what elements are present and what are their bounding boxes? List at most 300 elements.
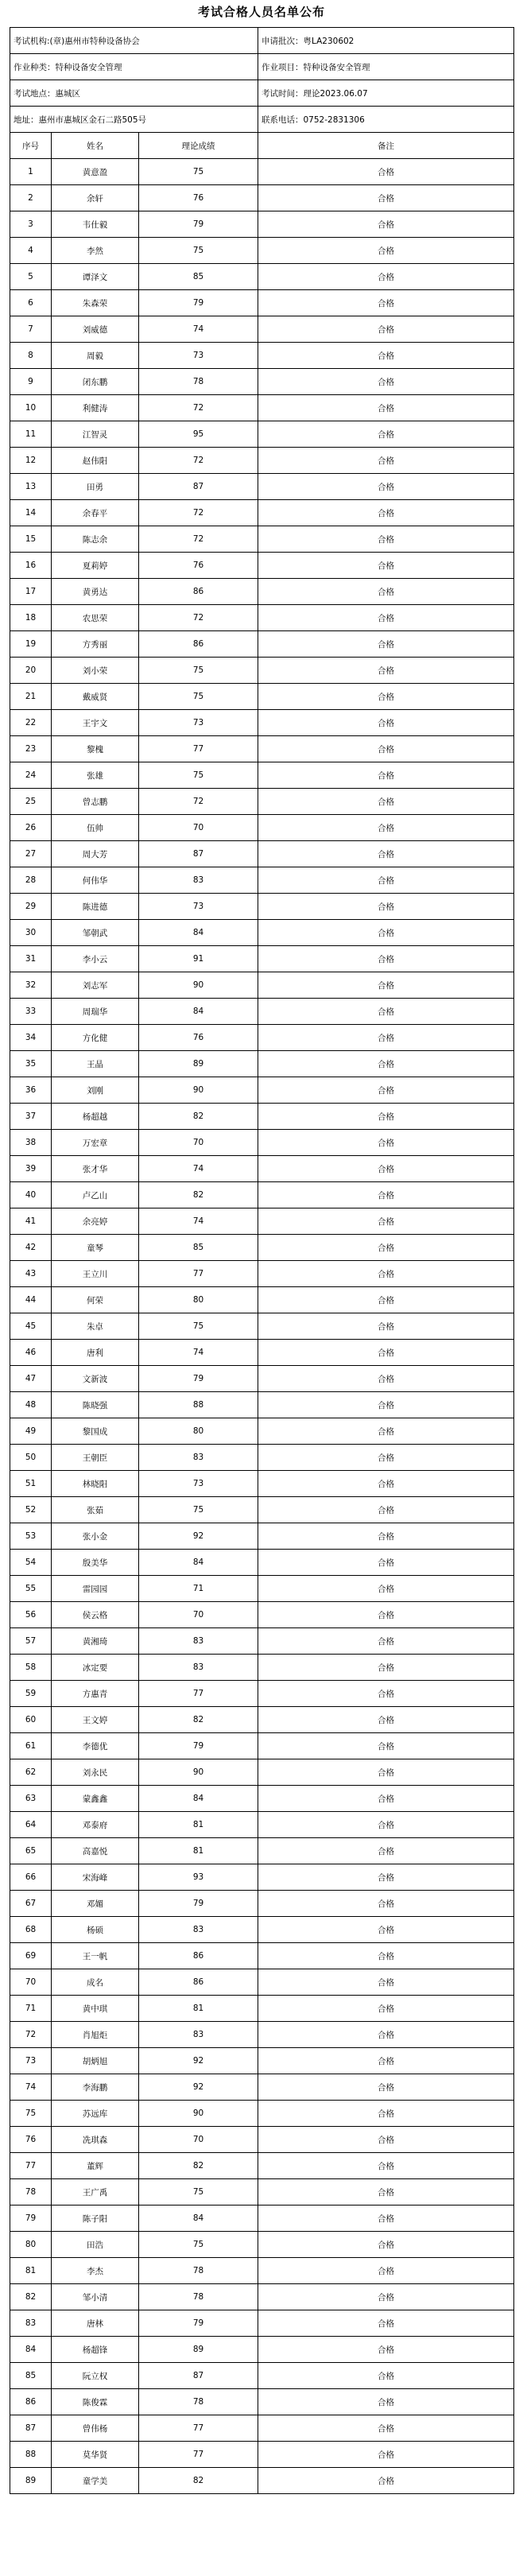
row-name: 韦仕毅 — [52, 211, 139, 238]
row-remark: 合格 — [258, 1235, 514, 1261]
row-score: 76 — [139, 1025, 258, 1051]
row-name: 刘刚 — [52, 1077, 139, 1104]
row-name: 唐利 — [52, 1340, 139, 1366]
row-score: 72 — [139, 526, 258, 553]
row-score: 75 — [139, 1497, 258, 1523]
table-row — [10, 211, 514, 238]
row-no: 56 — [10, 1602, 52, 1628]
row-score: 76 — [139, 185, 258, 211]
row-name: 方惠青 — [52, 1681, 139, 1707]
row-remark: 合格 — [258, 710, 514, 736]
row-name: 王晶 — [52, 1051, 139, 1077]
row-no: 46 — [10, 1340, 52, 1366]
row-no: 82 — [10, 2284, 52, 2310]
table-row — [10, 631, 514, 658]
row-score: 93 — [139, 1864, 258, 1891]
table-row — [10, 1943, 514, 1969]
row-remark: 合格 — [258, 1156, 514, 1182]
row-remark: 合格 — [258, 1733, 514, 1759]
table-row — [10, 710, 514, 736]
table-row — [10, 1130, 514, 1156]
row-score: 90 — [139, 1759, 258, 1786]
row-no: 66 — [10, 1864, 52, 1891]
row-no: 33 — [10, 999, 52, 1025]
row-no: 78 — [10, 2179, 52, 2206]
row-name: 王立川 — [52, 1261, 139, 1287]
row-name: 肖旭炬 — [52, 2022, 139, 2048]
table-row — [10, 1287, 514, 1313]
row-no: 75 — [10, 2101, 52, 2127]
table-row — [10, 815, 514, 841]
row-remark: 合格 — [258, 2232, 514, 2258]
row-remark: 合格 — [258, 2048, 514, 2074]
row-score: 74 — [139, 316, 258, 343]
row-remark: 合格 — [258, 2206, 514, 2232]
col-header-no: 序号 — [10, 133, 52, 159]
job-project: 作业项目：特种设备安全管理 — [258, 54, 514, 80]
row-name: 闭东鹏 — [52, 369, 139, 395]
table-row — [10, 500, 514, 526]
row-score: 75 — [139, 2179, 258, 2206]
row-name: 侯云格 — [52, 1602, 139, 1628]
row-no: 10 — [10, 395, 52, 421]
row-score: 82 — [139, 1104, 258, 1130]
row-remark: 合格 — [258, 159, 514, 185]
row-name: 黄中琪 — [52, 1996, 139, 2022]
row-no: 29 — [10, 894, 52, 920]
row-remark: 合格 — [258, 2284, 514, 2310]
row-name: 李海鹏 — [52, 2074, 139, 2101]
row-score: 86 — [139, 631, 258, 658]
row-name: 何荣 — [52, 1287, 139, 1313]
row-remark: 合格 — [258, 894, 514, 920]
row-remark: 合格 — [258, 2415, 514, 2442]
table-header — [10, 133, 514, 159]
table-row — [10, 421, 514, 448]
row-no: 40 — [10, 1182, 52, 1208]
row-remark: 合格 — [258, 211, 514, 238]
row-no: 85 — [10, 2363, 52, 2389]
col-header-score: 理论成绩 — [139, 133, 258, 159]
row-no: 67 — [10, 1891, 52, 1917]
row-score: 82 — [139, 2468, 258, 2494]
row-remark: 合格 — [258, 1943, 514, 1969]
row-remark: 合格 — [258, 2074, 514, 2101]
col-header-name: 姓名 — [52, 133, 139, 159]
row-remark: 合格 — [258, 762, 514, 789]
row-name: 周瑞华 — [52, 999, 139, 1025]
row-remark: 合格 — [258, 736, 514, 762]
row-remark: 合格 — [258, 1917, 514, 1943]
table-row — [10, 2074, 514, 2101]
row-remark: 合格 — [258, 841, 514, 867]
table-row — [10, 1550, 514, 1576]
row-no: 35 — [10, 1051, 52, 1077]
row-score: 70 — [139, 1130, 258, 1156]
row-no: 9 — [10, 369, 52, 395]
row-name: 冰定要 — [52, 1655, 139, 1681]
row-name: 周毅 — [52, 343, 139, 369]
row-score: 73 — [139, 894, 258, 920]
row-no: 81 — [10, 2258, 52, 2284]
row-no: 57 — [10, 1628, 52, 1655]
row-name: 李杰 — [52, 2258, 139, 2284]
row-name: 张小金 — [52, 1523, 139, 1550]
row-score: 72 — [139, 395, 258, 421]
row-remark: 合格 — [258, 185, 514, 211]
row-no: 1 — [10, 159, 52, 185]
row-score: 90 — [139, 1077, 258, 1104]
table-row — [10, 1497, 514, 1523]
row-name: 董辉 — [52, 2153, 139, 2179]
row-remark: 合格 — [258, 1208, 514, 1235]
row-remark: 合格 — [258, 2101, 514, 2127]
table-row — [10, 920, 514, 946]
table-row — [10, 238, 514, 264]
row-no: 24 — [10, 762, 52, 789]
row-score: 70 — [139, 815, 258, 841]
row-name: 方秀丽 — [52, 631, 139, 658]
table-row — [10, 1576, 514, 1602]
row-remark: 合格 — [258, 1392, 514, 1418]
row-no: 73 — [10, 2048, 52, 2074]
row-no: 55 — [10, 1576, 52, 1602]
row-no: 19 — [10, 631, 52, 658]
table-row — [10, 553, 514, 579]
row-score: 84 — [139, 920, 258, 946]
table-row — [10, 369, 514, 395]
table-row — [10, 2048, 514, 2074]
row-remark: 合格 — [258, 2258, 514, 2284]
row-score: 79 — [139, 211, 258, 238]
row-no: 7 — [10, 316, 52, 343]
row-score: 73 — [139, 1471, 258, 1497]
row-score: 73 — [139, 343, 258, 369]
row-name: 赵伟阳 — [52, 448, 139, 474]
row-remark: 合格 — [258, 1340, 514, 1366]
row-remark: 合格 — [258, 631, 514, 658]
table-row — [10, 2206, 514, 2232]
job-category: 作业种类：特种设备安全管理 — [10, 54, 258, 80]
table-row — [10, 2022, 514, 2048]
row-score: 81 — [139, 1838, 258, 1864]
row-no: 5 — [10, 264, 52, 290]
row-no: 15 — [10, 526, 52, 553]
table-row — [10, 1523, 514, 1550]
row-name: 余春平 — [52, 500, 139, 526]
row-remark: 合格 — [258, 1576, 514, 1602]
table-row — [10, 2468, 514, 2494]
row-score: 75 — [139, 762, 258, 789]
row-remark: 合格 — [258, 1497, 514, 1523]
row-remark: 合格 — [258, 789, 514, 815]
row-remark: 合格 — [258, 1261, 514, 1287]
table-row — [10, 1838, 514, 1864]
info-row-2 — [10, 54, 514, 80]
row-name: 黄湘琦 — [52, 1628, 139, 1655]
row-name: 童学美 — [52, 2468, 139, 2494]
contact-phone: 联系电话：0752-2831306 — [258, 107, 514, 133]
row-score: 75 — [139, 2232, 258, 2258]
row-score: 74 — [139, 1340, 258, 1366]
row-remark: 合格 — [258, 815, 514, 841]
row-name: 伍帅 — [52, 815, 139, 841]
row-score: 78 — [139, 2258, 258, 2284]
table-row — [10, 2284, 514, 2310]
row-score: 79 — [139, 1891, 258, 1917]
table-row — [10, 316, 514, 343]
row-no: 23 — [10, 736, 52, 762]
row-no: 3 — [10, 211, 52, 238]
table-row — [10, 159, 514, 185]
row-no: 6 — [10, 290, 52, 316]
table-row — [10, 1996, 514, 2022]
row-score: 78 — [139, 2284, 258, 2310]
table-row — [10, 1655, 514, 1681]
table-row — [10, 1969, 514, 1996]
row-score: 82 — [139, 2153, 258, 2179]
row-remark: 合格 — [258, 1523, 514, 1550]
row-score: 77 — [139, 1261, 258, 1287]
row-no: 49 — [10, 1418, 52, 1445]
row-remark: 合格 — [258, 1996, 514, 2022]
row-no: 77 — [10, 2153, 52, 2179]
table-row — [10, 684, 514, 710]
row-remark: 合格 — [258, 684, 514, 710]
table-row — [10, 2337, 514, 2363]
row-name: 张雄 — [52, 762, 139, 789]
row-score: 80 — [139, 1418, 258, 1445]
row-no: 38 — [10, 1130, 52, 1156]
row-no: 27 — [10, 841, 52, 867]
row-no: 36 — [10, 1077, 52, 1104]
table-row — [10, 2442, 514, 2468]
row-score: 87 — [139, 841, 258, 867]
table-row — [10, 579, 514, 605]
table-row — [10, 789, 514, 815]
table-row — [10, 1445, 514, 1471]
row-no: 83 — [10, 2310, 52, 2337]
row-name: 江智灵 — [52, 421, 139, 448]
row-remark: 合格 — [258, 1838, 514, 1864]
row-remark: 合格 — [258, 2468, 514, 2494]
row-score: 95 — [139, 421, 258, 448]
row-score: 80 — [139, 1287, 258, 1313]
table-row — [10, 658, 514, 684]
table-row — [10, 1418, 514, 1445]
row-name: 陈进德 — [52, 894, 139, 920]
row-no: 68 — [10, 1917, 52, 1943]
row-name: 阮立权 — [52, 2363, 139, 2389]
row-score: 83 — [139, 867, 258, 894]
table-row — [10, 2179, 514, 2206]
row-name: 张才华 — [52, 1156, 139, 1182]
table-row — [10, 2232, 514, 2258]
row-no: 32 — [10, 972, 52, 999]
row-remark: 合格 — [258, 867, 514, 894]
row-name: 李然 — [52, 238, 139, 264]
table-row — [10, 2101, 514, 2127]
page-title: 考试合格人员名单公布 — [197, 5, 325, 19]
table-row — [10, 946, 514, 972]
row-no: 59 — [10, 1681, 52, 1707]
row-no: 48 — [10, 1392, 52, 1418]
table-row — [10, 2127, 514, 2153]
row-score: 75 — [139, 238, 258, 264]
table-row — [10, 1759, 514, 1786]
row-no: 61 — [10, 1733, 52, 1759]
row-score: 88 — [139, 1392, 258, 1418]
row-no: 18 — [10, 605, 52, 631]
row-score: 83 — [139, 1628, 258, 1655]
row-name: 刘永民 — [52, 1759, 139, 1786]
row-no: 89 — [10, 2468, 52, 2494]
row-name: 田勇 — [52, 474, 139, 500]
row-no: 47 — [10, 1366, 52, 1392]
row-score: 87 — [139, 2363, 258, 2389]
row-name: 邓媚 — [52, 1891, 139, 1917]
row-score: 79 — [139, 1733, 258, 1759]
row-score: 70 — [139, 2127, 258, 2153]
table-row — [10, 1733, 514, 1759]
table-row — [10, 1864, 514, 1891]
row-score: 89 — [139, 2337, 258, 2363]
row-no: 74 — [10, 2074, 52, 2101]
row-no: 72 — [10, 2022, 52, 2048]
row-remark: 合格 — [258, 2179, 514, 2206]
table-row — [10, 1917, 514, 1943]
row-score: 86 — [139, 579, 258, 605]
row-remark: 合格 — [258, 343, 514, 369]
row-score: 82 — [139, 1182, 258, 1208]
row-score: 85 — [139, 1235, 258, 1261]
table-row — [10, 1235, 514, 1261]
row-score: 86 — [139, 1943, 258, 1969]
row-no: 87 — [10, 2415, 52, 2442]
row-score: 77 — [139, 2415, 258, 2442]
row-no: 43 — [10, 1261, 52, 1287]
table-row — [10, 1077, 514, 1104]
row-no: 26 — [10, 815, 52, 841]
row-name: 方化健 — [52, 1025, 139, 1051]
row-remark: 合格 — [258, 1077, 514, 1104]
row-remark: 合格 — [258, 1786, 514, 1812]
row-name: 曾伟杨 — [52, 2415, 139, 2442]
row-no: 41 — [10, 1208, 52, 1235]
row-score: 92 — [139, 1523, 258, 1550]
row-no: 79 — [10, 2206, 52, 2232]
row-score: 70 — [139, 1602, 258, 1628]
row-score: 83 — [139, 1445, 258, 1471]
row-score: 79 — [139, 2310, 258, 2337]
row-name: 朱森荣 — [52, 290, 139, 316]
row-no: 65 — [10, 1838, 52, 1864]
row-name: 戴威贤 — [52, 684, 139, 710]
row-remark: 合格 — [258, 972, 514, 999]
row-remark: 合格 — [258, 1025, 514, 1051]
row-score: 92 — [139, 2074, 258, 2101]
row-remark: 合格 — [258, 2442, 514, 2468]
row-name: 黄勇达 — [52, 579, 139, 605]
row-remark: 合格 — [258, 448, 514, 474]
table-row — [10, 1891, 514, 1917]
row-name: 曾志鹏 — [52, 789, 139, 815]
row-score: 81 — [139, 1996, 258, 2022]
row-name: 邓泰府 — [52, 1812, 139, 1838]
table-row — [10, 343, 514, 369]
row-name: 卢乙山 — [52, 1182, 139, 1208]
row-remark: 合格 — [258, 1707, 514, 1733]
table-row — [10, 2310, 514, 2337]
row-name: 李小云 — [52, 946, 139, 972]
row-score: 72 — [139, 448, 258, 474]
row-name: 蒙鑫鑫 — [52, 1786, 139, 1812]
row-remark: 合格 — [258, 579, 514, 605]
row-remark: 合格 — [258, 553, 514, 579]
row-no: 44 — [10, 1287, 52, 1313]
row-name: 王宇文 — [52, 710, 139, 736]
row-remark: 合格 — [258, 238, 514, 264]
row-remark: 合格 — [258, 1418, 514, 1445]
table-row — [10, 1182, 514, 1208]
row-remark: 合格 — [258, 2127, 514, 2153]
row-name: 刘志军 — [52, 972, 139, 999]
table-row — [10, 894, 514, 920]
row-remark: 合格 — [258, 1550, 514, 1576]
row-score: 84 — [139, 999, 258, 1025]
row-no: 14 — [10, 500, 52, 526]
table-row — [10, 1628, 514, 1655]
row-score: 72 — [139, 500, 258, 526]
table-row — [10, 999, 514, 1025]
row-remark: 合格 — [258, 1471, 514, 1497]
row-remark: 合格 — [258, 369, 514, 395]
table-row — [10, 1812, 514, 1838]
table-row — [10, 526, 514, 553]
row-remark: 合格 — [258, 2389, 514, 2415]
row-score: 90 — [139, 972, 258, 999]
row-name: 张茹 — [52, 1497, 139, 1523]
row-name: 杨超越 — [52, 1104, 139, 1130]
row-name: 王朝臣 — [52, 1445, 139, 1471]
row-remark: 合格 — [258, 1655, 514, 1681]
table-row — [10, 841, 514, 867]
row-score: 79 — [139, 1366, 258, 1392]
row-score: 77 — [139, 2442, 258, 2468]
row-remark: 合格 — [258, 1182, 514, 1208]
row-score: 76 — [139, 553, 258, 579]
row-no: 71 — [10, 1996, 52, 2022]
info-row-4 — [10, 107, 514, 133]
row-remark: 合格 — [258, 1891, 514, 1917]
row-name: 何伟华 — [52, 867, 139, 894]
row-remark: 合格 — [258, 1681, 514, 1707]
row-score: 83 — [139, 2022, 258, 2048]
row-remark: 合格 — [258, 1104, 514, 1130]
row-no: 8 — [10, 343, 52, 369]
row-remark: 合格 — [258, 1445, 514, 1471]
row-remark: 合格 — [258, 1130, 514, 1156]
exam-org: 考试机构:(章)惠州市特种设备协会 — [10, 28, 258, 54]
row-no: 31 — [10, 946, 52, 972]
row-score: 87 — [139, 474, 258, 500]
row-no: 30 — [10, 920, 52, 946]
row-no: 17 — [10, 579, 52, 605]
row-name: 殷美华 — [52, 1550, 139, 1576]
row-no: 54 — [10, 1550, 52, 1576]
row-no: 58 — [10, 1655, 52, 1681]
address: 地址：惠州市惠城区金石二路505号 — [10, 107, 258, 133]
